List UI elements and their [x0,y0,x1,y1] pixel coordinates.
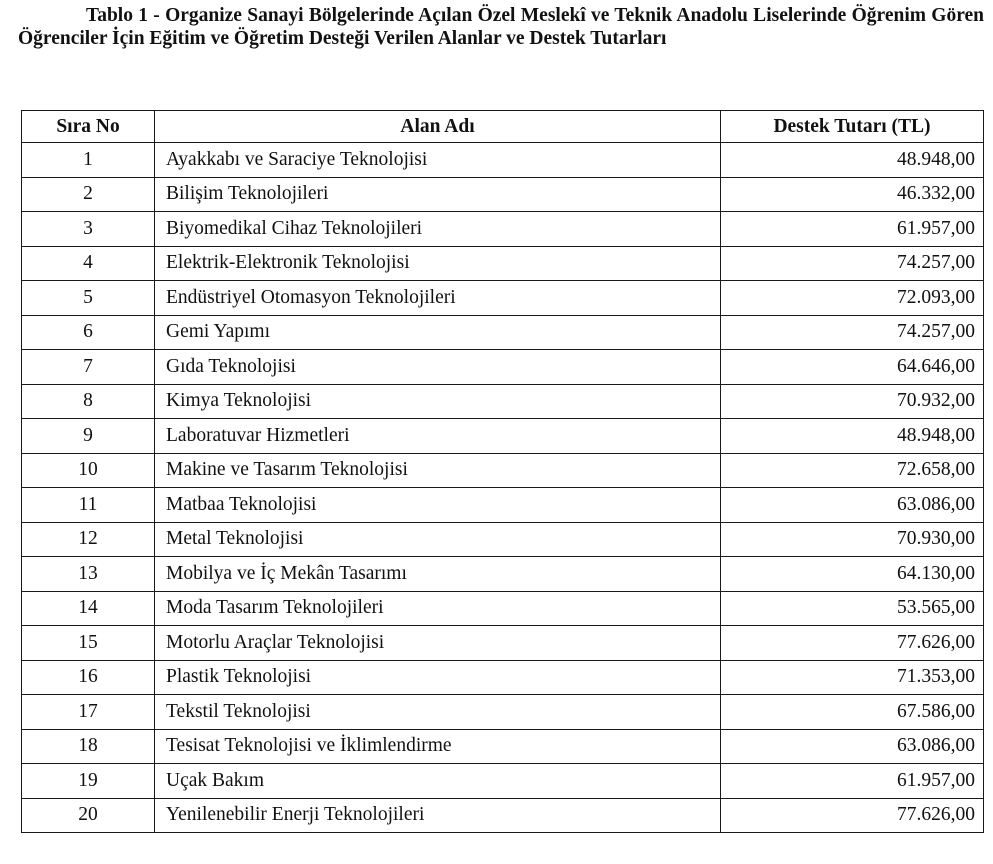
row-number: 19 [22,764,155,799]
row-number: 13 [22,557,155,592]
table-row [22,350,984,385]
row-amount: 72.093,00 [721,281,984,316]
table-row [22,212,984,247]
row-number: 5 [22,281,155,316]
row-number: 12 [22,522,155,557]
table-row [22,384,984,419]
table-row [22,798,984,833]
row-field-name: Ayakkabı ve Saraciye Teknolojisi [155,143,721,178]
table-row [22,557,984,592]
table-row [22,246,984,281]
row-number: 7 [22,350,155,385]
row-field-name: Laboratuvar Hizmetleri [155,419,721,454]
header-destek-tutari: Destek Tutarı (TL) [721,111,984,143]
caption-text: Organize Sanayi Bölgelerinde Açılan Özel Meslekî ve Teknik Anadolu Liselerinde Öğrenim Gören Öğrenciler İçin Eğitim ve Öğretim Desteği Verilen Alanlar ve Destek Tutarları [18,5,984,49]
row-number: 4 [22,246,155,281]
row-amount: 63.086,00 [721,488,984,523]
row-number: 15 [22,626,155,661]
row-field-name: Matbaa Teknolojisi [155,488,721,523]
table-row [22,143,984,178]
row-amount: 46.332,00 [721,177,984,212]
table-row [22,281,984,316]
row-amount: 77.626,00 [721,626,984,661]
caption-label: Tablo 1 - [86,5,160,26]
row-amount: 74.257,00 [721,246,984,281]
row-field-name: Tesisat Teknolojisi ve İklimlendirme [155,729,721,764]
row-field-name: Tekstil Teknolojisi [155,695,721,730]
row-amount: 48.948,00 [721,143,984,178]
table-row [22,522,984,557]
row-amount: 71.353,00 [721,660,984,695]
row-field-name: Endüstriyel Otomasyon Teknolojileri [155,281,721,316]
row-field-name: Metal Teknolojisi [155,522,721,557]
row-number: 2 [22,177,155,212]
row-number: 6 [22,315,155,350]
row-number: 9 [22,419,155,454]
row-amount: 74.257,00 [721,315,984,350]
row-amount: 72.658,00 [721,453,984,488]
header-alan-adi: Alan Adı [155,111,721,143]
row-amount: 61.957,00 [721,212,984,247]
row-field-name: Motorlu Araçlar Teknolojisi [155,626,721,661]
row-amount: 53.565,00 [721,591,984,626]
row-number: 18 [22,729,155,764]
table-row [22,729,984,764]
row-amount: 63.086,00 [721,729,984,764]
row-number: 20 [22,798,155,833]
row-amount: 70.932,00 [721,384,984,419]
row-field-name: Biyomedikal Cihaz Teknolojileri [155,212,721,247]
row-field-name: Gıda Teknolojisi [155,350,721,385]
row-number: 8 [22,384,155,419]
row-number: 11 [22,488,155,523]
table-row [22,177,984,212]
table-caption [18,4,984,50]
table-header-row [22,111,984,143]
row-number: 17 [22,695,155,730]
row-number: 1 [22,143,155,178]
row-amount: 77.626,00 [721,798,984,833]
row-number: 10 [22,453,155,488]
table-row [22,453,984,488]
support-amounts-table [21,110,984,833]
table-row [22,660,984,695]
row-amount: 67.586,00 [721,695,984,730]
row-field-name: Moda Tasarım Teknolojileri [155,591,721,626]
table-row [22,695,984,730]
row-field-name: Elektrik-Elektronik Teknolojisi [155,246,721,281]
row-field-name: Mobilya ve İç Mekân Tasarımı [155,557,721,592]
row-number: 3 [22,212,155,247]
row-field-name: Kimya Teknolojisi [155,384,721,419]
row-amount: 64.646,00 [721,350,984,385]
row-field-name: Uçak Bakım [155,764,721,799]
table-row [22,419,984,454]
row-field-name: Plastik Teknolojisi [155,660,721,695]
table-row [22,591,984,626]
row-amount: 64.130,00 [721,557,984,592]
row-field-name: Makine ve Tasarım Teknolojisi [155,453,721,488]
row-amount: 48.948,00 [721,419,984,454]
table-row [22,626,984,661]
row-field-name: Gemi Yapımı [155,315,721,350]
row-amount: 61.957,00 [721,764,984,799]
table-row [22,488,984,523]
header-sira-no: Sıra No [22,111,155,143]
table-row [22,764,984,799]
row-field-name: Yenilenebilir Enerji Teknolojileri [155,798,721,833]
row-number: 16 [22,660,155,695]
table-row [22,315,984,350]
row-amount: 70.930,00 [721,522,984,557]
row-number: 14 [22,591,155,626]
row-field-name: Bilişim Teknolojileri [155,177,721,212]
